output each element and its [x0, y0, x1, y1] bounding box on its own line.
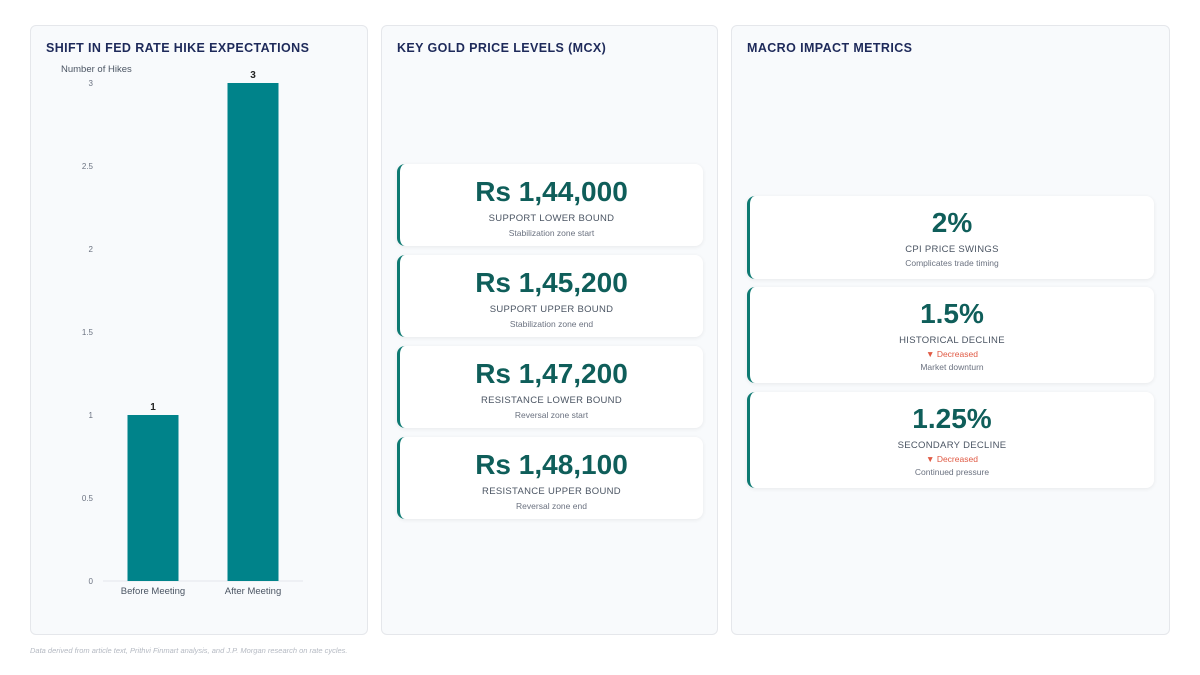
gold-levels-panel: [381, 25, 718, 635]
bar-value-label: 3: [250, 70, 256, 81]
price-card-support-lower: [397, 164, 703, 246]
y-tick-label: 2.5: [81, 162, 93, 171]
price-value: Rs 1,45,200: [475, 267, 628, 298]
metric-label: CPI PRICE SWINGS: [905, 244, 999, 255]
metric-value: 1.25%: [912, 403, 992, 434]
price-value: Rs 1,48,100: [475, 449, 628, 480]
price-value: Rs 1,47,200: [475, 358, 628, 389]
price-sub: Stabilization zone end: [509, 319, 594, 329]
metric-change-decrease: ▼ Decreased: [926, 349, 978, 359]
rate-hike-chart-title: SHIFT IN FED RATE HIKE EXPECTATIONS: [46, 41, 310, 55]
price-label: SUPPORT LOWER BOUND: [488, 213, 615, 224]
price-label: SUPPORT UPPER BOUND: [489, 304, 614, 315]
rate-hike-bar-chart: [31, 26, 369, 626]
metric-label: SECONDARY DECLINE: [897, 440, 1007, 451]
metric-sub: Complicates trade timing: [905, 258, 999, 268]
price-card-support-upper: [397, 255, 703, 337]
y-tick-label: 0: [88, 577, 93, 586]
x-tick-label: Before Meeting: [120, 586, 186, 597]
price-card-resistance-upper: [397, 437, 703, 519]
bar: [228, 83, 279, 581]
price-sub: Stabilization zone start: [508, 228, 595, 238]
y-tick-label: 1: [88, 411, 93, 420]
price-label: RESISTANCE LOWER BOUND: [480, 395, 623, 406]
y-tick-label: 0.5: [81, 494, 93, 503]
bar: [128, 415, 179, 581]
x-tick-label: After Meeting: [224, 586, 282, 597]
macro-metrics-title: MACRO IMPACT METRICS: [747, 41, 913, 55]
metric-sub: Continued pressure: [914, 467, 990, 477]
source-footnote: Data derived from article text, Prithvi Finmart analysis, and J.P. Morgan research on rate cycles.: [30, 646, 348, 655]
gold-levels-title: KEY GOLD PRICE LEVELS (MCX): [397, 41, 607, 55]
price-sub: Reversal zone start: [514, 410, 589, 420]
metric-card-secondary-decline: [747, 392, 1154, 488]
metric-card-cpi: [747, 196, 1154, 279]
metric-label: HISTORICAL DECLINE: [899, 335, 1005, 346]
y-tick-label: 3: [88, 79, 93, 88]
metric-value: 1.5%: [920, 298, 984, 329]
macro-metrics-panel: [731, 25, 1170, 635]
price-sub: Reversal zone end: [516, 501, 587, 511]
y-tick-label: 2: [88, 245, 93, 254]
price-card-resistance-lower: [397, 346, 703, 428]
price-value: Rs 1,44,000: [475, 176, 628, 207]
bar-value-label: 1: [150, 402, 156, 413]
y-tick-label: 1.5: [81, 328, 93, 337]
rate-hike-chart-panel: [30, 25, 368, 635]
y-axis-title: Number of Hikes: [61, 64, 132, 75]
metric-value: 2%: [931, 207, 973, 238]
metric-card-historical-decline: [747, 287, 1154, 383]
price-label: RESISTANCE UPPER BOUND: [482, 486, 621, 497]
metric-change-decrease: ▼ Decreased: [926, 454, 978, 464]
metric-sub: Market downturn: [920, 362, 984, 372]
